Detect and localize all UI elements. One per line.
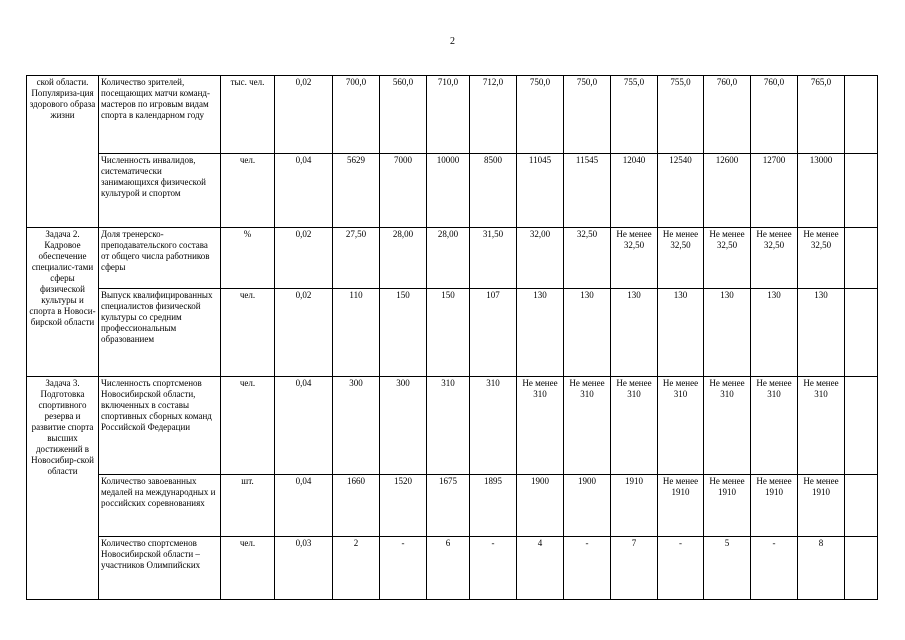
value-cell: 28,00 — [427, 228, 470, 289]
task-cell: ской области. Популяриза-ция здорового образа жизни — [27, 76, 99, 228]
weight-cell: 0,02 — [275, 76, 333, 154]
table-row — [27, 475, 878, 537]
value-cell: 310 — [470, 377, 517, 475]
value-cell: Не менее 310 — [704, 377, 751, 475]
value-cell: 130 — [704, 289, 751, 377]
table-row — [27, 377, 878, 475]
value-cell: Не менее 32,50 — [751, 228, 798, 289]
value-cell: 750,0 — [564, 76, 611, 154]
weight-cell: 0,02 — [275, 289, 333, 377]
empty-cell — [845, 289, 878, 377]
value-cell: 560,0 — [380, 76, 427, 154]
value-cell: 107 — [470, 289, 517, 377]
value-cell: 760,0 — [704, 76, 751, 154]
value-cell: 13000 — [798, 154, 845, 228]
value-cell: 6 — [427, 537, 470, 600]
indicator-cell: Доля тренерско-преподавательского состава от общего числа работников сферы — [99, 228, 221, 289]
page-number: 2 — [450, 36, 455, 47]
unit-cell: чел. — [221, 154, 275, 228]
empty-cell — [845, 154, 878, 228]
value-cell: 310 — [427, 377, 470, 475]
value-cell: 11545 — [564, 154, 611, 228]
value-cell: 8500 — [470, 154, 517, 228]
value-cell: 710,0 — [427, 76, 470, 154]
value-cell: 7 — [611, 537, 658, 600]
value-cell: 27,50 — [333, 228, 380, 289]
value-cell: Не менее 1910 — [751, 475, 798, 537]
value-cell: 755,0 — [611, 76, 658, 154]
value-cell: 31,50 — [470, 228, 517, 289]
value-cell: 2 — [333, 537, 380, 600]
value-cell: Не менее 32,50 — [704, 228, 751, 289]
value-cell: - — [564, 537, 611, 600]
value-cell: 32,00 — [517, 228, 564, 289]
value-cell: 5 — [704, 537, 751, 600]
value-cell: 130 — [798, 289, 845, 377]
value-cell: Не менее 310 — [517, 377, 564, 475]
unit-cell: чел. — [221, 537, 275, 600]
value-cell: 10000 — [427, 154, 470, 228]
table-row — [27, 289, 878, 377]
value-cell: 750,0 — [517, 76, 564, 154]
value-cell: - — [751, 537, 798, 600]
table-row — [27, 228, 878, 289]
indicator-cell: Количество спортсменов Новосибирской области – участников Олимпийских — [99, 537, 221, 600]
value-cell: Не менее 32,50 — [611, 228, 658, 289]
indicator-cell: Численность инвалидов, систематически занимающихся физической культурой и спортом — [99, 154, 221, 228]
table-row — [27, 537, 878, 600]
table-row — [27, 76, 878, 154]
indicator-cell: Количество завоеванных медалей на международных и российских соревнованиях — [99, 475, 221, 537]
task-cell: Задача 3. Подготовка спортивного резерва и развитие спорта высших достижений в Новосибир-ской области — [27, 377, 99, 600]
weight-cell: 0,04 — [275, 475, 333, 537]
unit-cell: чел. — [221, 289, 275, 377]
indicator-cell: Численность спортсменов Новосибирской области, включенных в составы спортивных сборных команд Российской Федерации — [99, 377, 221, 475]
indicator-cell: Выпуск квалифицированных специалистов физической культуры со средним профессиональным образованием — [99, 289, 221, 377]
value-cell: Не менее 310 — [751, 377, 798, 475]
value-cell: 1910 — [611, 475, 658, 537]
value-cell: 11045 — [517, 154, 564, 228]
value-cell: 712,0 — [470, 76, 517, 154]
value-cell: 760,0 — [751, 76, 798, 154]
value-cell: 1900 — [517, 475, 564, 537]
value-cell: 150 — [427, 289, 470, 377]
value-cell: 32,50 — [564, 228, 611, 289]
weight-cell: 0,03 — [275, 537, 333, 600]
unit-cell: % — [221, 228, 275, 289]
empty-cell — [845, 475, 878, 537]
empty-cell — [845, 228, 878, 289]
value-cell: 300 — [380, 377, 427, 475]
value-cell: Не менее 1910 — [704, 475, 751, 537]
value-cell: Не менее 1910 — [798, 475, 845, 537]
indicator-cell: Количество зрителей, посещающих матчи команд-мастеров по игровым видам спорта в календарном году — [99, 76, 221, 154]
value-cell: Не менее 32,50 — [658, 228, 704, 289]
value-cell: Не менее 32,50 — [798, 228, 845, 289]
value-cell: 130 — [564, 289, 611, 377]
value-cell: 1895 — [470, 475, 517, 537]
value-cell: Не менее 310 — [611, 377, 658, 475]
value-cell: 5629 — [333, 154, 380, 228]
value-cell: 7000 — [380, 154, 427, 228]
value-cell: Не менее 310 — [798, 377, 845, 475]
unit-cell: тыс. чел. — [221, 76, 275, 154]
value-cell: 8 — [798, 537, 845, 600]
value-cell: 130 — [658, 289, 704, 377]
unit-cell: шт. — [221, 475, 275, 537]
value-cell: 700,0 — [333, 76, 380, 154]
value-cell: 28,00 — [380, 228, 427, 289]
value-cell: 4 — [517, 537, 564, 600]
value-cell: 12700 — [751, 154, 798, 228]
value-cell: 300 — [333, 377, 380, 475]
weight-cell: 0,02 — [275, 228, 333, 289]
value-cell: 150 — [380, 289, 427, 377]
value-cell: 755,0 — [658, 76, 704, 154]
indicators-table — [26, 75, 878, 600]
value-cell: 12540 — [658, 154, 704, 228]
value-cell: 1900 — [564, 475, 611, 537]
value-cell: 130 — [751, 289, 798, 377]
value-cell: 1660 — [333, 475, 380, 537]
value-cell: 1675 — [427, 475, 470, 537]
table-row — [27, 154, 878, 228]
value-cell: 765,0 — [798, 76, 845, 154]
empty-cell — [845, 76, 878, 154]
weight-cell: 0,04 — [275, 377, 333, 475]
value-cell: Не менее 1910 — [658, 475, 704, 537]
value-cell: - — [380, 537, 427, 600]
value-cell: 12600 — [704, 154, 751, 228]
value-cell: 110 — [333, 289, 380, 377]
value-cell: 130 — [517, 289, 564, 377]
value-cell: - — [658, 537, 704, 600]
value-cell: Не менее 310 — [564, 377, 611, 475]
value-cell: - — [470, 537, 517, 600]
value-cell: Не менее 310 — [658, 377, 704, 475]
empty-cell — [845, 537, 878, 600]
value-cell: 130 — [611, 289, 658, 377]
empty-cell — [845, 377, 878, 475]
unit-cell: чел. — [221, 377, 275, 475]
weight-cell: 0,04 — [275, 154, 333, 228]
value-cell: 12040 — [611, 154, 658, 228]
task-cell: Задача 2. Кадровое обеспечение специалис-тами сферы физической культуры и спорта в Новоси-бирской области — [27, 228, 99, 377]
value-cell: 1520 — [380, 475, 427, 537]
